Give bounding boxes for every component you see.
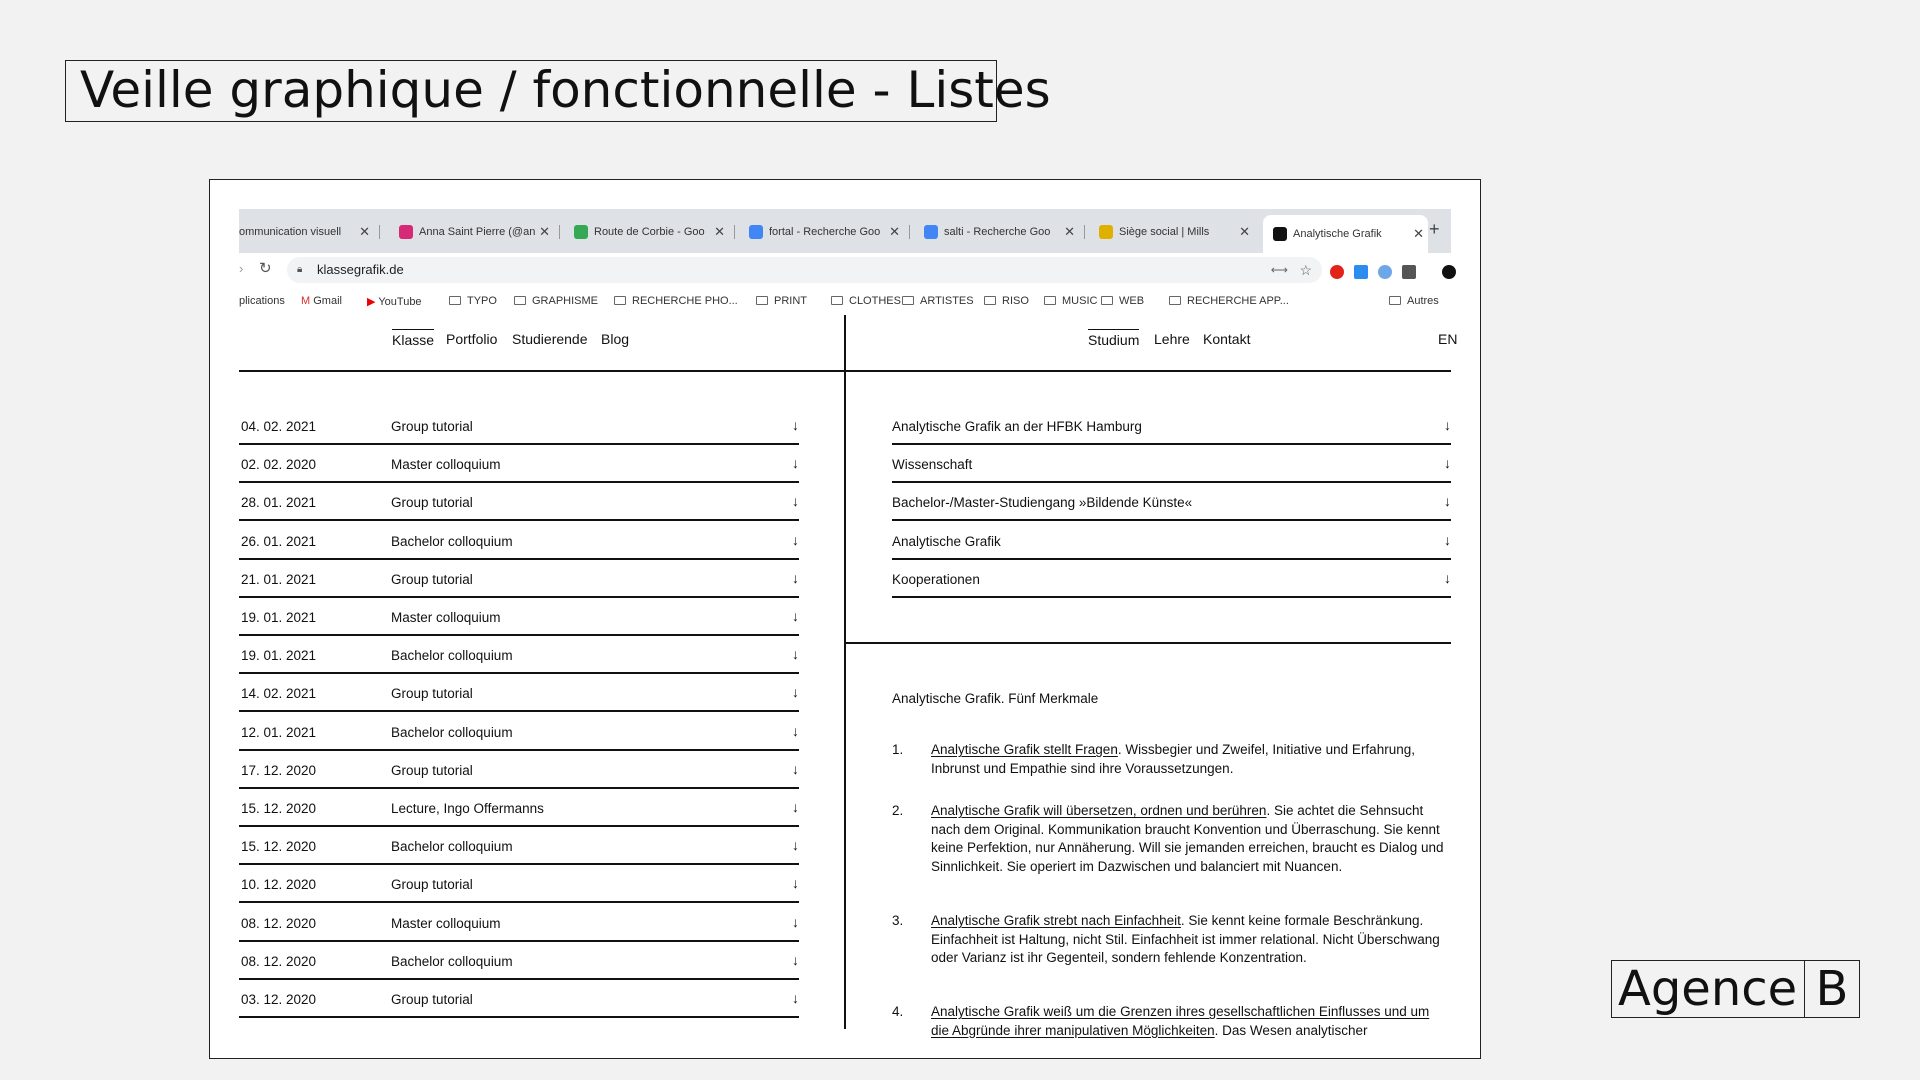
event-row[interactable] [239, 828, 799, 865]
event-date: 08. 12. 2020 [241, 953, 317, 969]
tab-label: fortal - Recherche Goo [769, 226, 881, 238]
list-number: 1. [892, 742, 904, 757]
tab-separator [379, 225, 380, 239]
event-title: Group tutorial [391, 877, 473, 893]
reload-icon[interactable]: ↻ [259, 260, 272, 277]
bookmark-label: RECHERCHE PHO... [632, 295, 738, 307]
header-rule [239, 370, 1451, 372]
event-row[interactable] [239, 981, 799, 1018]
tab-separator [1084, 225, 1085, 239]
article-heading: Analytische Grafik. Fünf Merkmale [892, 691, 1099, 706]
event-row[interactable] [239, 484, 799, 521]
down-arrow-icon: ↓ [792, 990, 799, 1006]
section-row[interactable] [892, 484, 1451, 521]
browser-tab[interactable] [914, 217, 1079, 247]
event-title: Bachelor colloquium [391, 724, 513, 740]
bookmark-item[interactable] [449, 295, 497, 307]
bookmark-label: TYPO [467, 295, 497, 307]
google-icon [924, 225, 938, 239]
language-switch[interactable]: EN [1438, 331, 1458, 347]
bookmark-label: Autres [1407, 295, 1439, 307]
event-date: 02. 02. 2020 [241, 457, 317, 473]
section-title: Analytische Grafik an der HFBK Hamburg [892, 419, 1142, 434]
event-date: 19. 01. 2021 [241, 648, 317, 664]
event-date: 14. 02. 2021 [241, 686, 317, 702]
down-arrow-icon: ↓ [1444, 455, 1451, 472]
paragraph-lead-link[interactable]: Analytische Grafik strebt nach Einfachheit [931, 913, 1181, 928]
event-title: Group tutorial [391, 571, 473, 587]
event-title: Master colloquium [391, 457, 501, 473]
tab-label: Route de Corbie - Goo [594, 226, 705, 238]
folder-icon [1101, 296, 1113, 305]
event-date: 04. 02. 2021 [241, 419, 317, 434]
bookmark-label: WEB [1119, 295, 1145, 307]
paragraph-text: . Sie achtet die Sehnsucht nach dem Original. Kommunikation braucht Konvention und Überraschung. Sie kennt keine Perfektion, nur Annäherung. Will sie jemanden erreichen, braucht es Dialog und Sinnlichkeit. Sie operiert im Dazwischen und balanciert mit Nuancen. [931, 803, 1444, 874]
folder-icon [514, 296, 526, 305]
event-date: 03. 12. 2020 [241, 992, 317, 1007]
close-tab-icon[interactable]: ✕ [1064, 224, 1075, 239]
event-row[interactable] [239, 752, 799, 789]
browser-tab[interactable] [564, 217, 729, 247]
event-row[interactable] [239, 866, 799, 903]
down-arrow-icon: ↓ [792, 608, 799, 624]
event-title: Bachelor colloquium [391, 953, 513, 969]
bookmark-label: Gmail [313, 295, 342, 307]
bookmark-label: MUSIC [1062, 295, 1098, 307]
close-tab-icon[interactable]: ✕ [889, 224, 900, 239]
folder-icon [1044, 296, 1056, 305]
event-row[interactable] [239, 905, 799, 942]
section-title: Wissenschaft [892, 457, 973, 473]
down-arrow-icon: ↓ [792, 951, 799, 968]
instagram-icon [399, 225, 413, 239]
close-tab-icon[interactable]: ✕ [359, 224, 370, 239]
section-title: Kooperationen [892, 571, 980, 587]
event-title: Master colloquium [391, 915, 501, 931]
folder-icon [614, 296, 626, 305]
site-nav-lehre[interactable]: Lehre [1154, 331, 1190, 347]
bookmark-item[interactable] [367, 295, 422, 308]
new-tab-button[interactable]: + [1429, 219, 1440, 239]
web-page [239, 315, 1458, 1038]
event-row[interactable] [239, 637, 799, 674]
bookmark-item[interactable] [984, 295, 1029, 307]
bookmark-item[interactable] [1101, 295, 1144, 307]
close-tab-icon[interactable]: ✕ [714, 224, 725, 239]
agency-logo [1611, 960, 1860, 1018]
event-title: Group tutorial [391, 992, 473, 1007]
tab-separator [559, 225, 560, 239]
event-row[interactable] [239, 599, 799, 636]
down-arrow-icon: ↓ [792, 837, 799, 854]
bookmark-item[interactable] [902, 295, 974, 307]
event-row[interactable] [239, 790, 799, 827]
down-arrow-icon: ↓ [792, 569, 799, 586]
event-row[interactable] [239, 561, 799, 598]
event-date: 08. 12. 2020 [241, 915, 317, 931]
folder-icon [984, 296, 996, 305]
k-logo-icon [1273, 227, 1287, 241]
folder-icon [831, 296, 843, 305]
site-nav-kontakt[interactable]: Kontakt [1203, 331, 1251, 347]
close-tab-icon[interactable]: ✕ [539, 224, 550, 239]
browser-window [239, 209, 1458, 1038]
event-title: Lecture, Ingo Offermanns [391, 801, 544, 816]
event-title: Master colloquium [391, 610, 501, 625]
event-date: 15. 12. 2020 [241, 801, 317, 816]
down-arrow-icon: ↓ [1444, 569, 1451, 586]
profile-avatar[interactable] [1442, 265, 1456, 279]
list-number: 2. [892, 803, 904, 818]
down-arrow-icon: ↓ [792, 646, 799, 663]
bookmark-label: RISO [1002, 295, 1029, 307]
section-row[interactable] [892, 561, 1451, 598]
puzzle-extensions-icon[interactable] [1402, 265, 1416, 279]
down-arrow-icon: ↓ [792, 722, 799, 739]
folder-icon [1389, 296, 1401, 305]
site-nav-studierende[interactable]: Studierende [512, 331, 588, 347]
browser-tab[interactable] [739, 217, 904, 247]
article-paragraph [931, 1003, 1446, 1040]
event-row[interactable] [239, 675, 799, 712]
bookmark-label: YouTube [378, 296, 422, 308]
event-date: 21. 01. 2021 [241, 571, 317, 587]
download-extension-icon[interactable] [1354, 265, 1368, 279]
browser-tab[interactable] [389, 217, 554, 247]
down-arrow-icon: ↓ [792, 913, 799, 930]
event-title: Group tutorial [391, 419, 473, 434]
paragraph-text: . Wissbegier und Zweifel, Initiative und Erfahrung, Inbrunst und Empathie sind ihre Voraussetzungen. [931, 742, 1415, 776]
tab-label: Analytische Grafik [1293, 228, 1382, 240]
list-number: 4. [892, 1004, 904, 1019]
site-nav-blog[interactable]: Blog [601, 331, 630, 347]
gmail-icon: M [301, 295, 314, 307]
down-arrow-icon: ↓ [792, 417, 799, 433]
section-row[interactable] [892, 408, 1451, 445]
bookmarks-bar [239, 287, 1451, 316]
close-tab-icon[interactable]: ✕ [1239, 224, 1250, 239]
article-paragraph [931, 802, 1446, 876]
lock-icon: 🔒︎ [297, 264, 303, 275]
tab-label: ommunication visuell [239, 226, 342, 238]
bookmark-label: ARTISTES [920, 295, 974, 307]
down-arrow-icon: ↓ [792, 760, 799, 777]
site-nav-portfolio[interactable]: Portfolio [446, 331, 498, 347]
article-paragraph [931, 912, 1446, 968]
paragraph-lead-link[interactable]: Analytische Grafik stellt Fragen [931, 742, 1118, 757]
list-number: 3. [892, 913, 904, 928]
event-row[interactable] [239, 523, 799, 560]
tab-separator [734, 225, 735, 239]
paragraph-text: . Sie kennt keine formale Beschränkung. Einfachheit ist Haltung, nicht Stil. Einfachheit ist immer relational. Nicht Überschwang oder Varianz ist ihr Gegenteil, sondern fehlende Konzentration. [931, 913, 1440, 965]
event-date: 28. 01. 2021 [241, 495, 317, 511]
down-arrow-icon: ↓ [792, 455, 799, 472]
pen-extension-icon[interactable] [1378, 265, 1392, 279]
down-arrow-icon: ↓ [792, 493, 799, 510]
down-arrow-icon: ↓ [1444, 493, 1451, 510]
browser-tab[interactable] [1263, 215, 1428, 253]
site-nav-studium[interactable]: Studium [1088, 329, 1139, 348]
event-title: Group tutorial [391, 686, 473, 702]
paragraph-lead-link[interactable]: Analytische Grafik will übersetzen, ordnen und berühren [931, 803, 1267, 818]
browser-toolbar [239, 253, 1451, 287]
event-title: Bachelor colloquium [391, 648, 513, 664]
tab-label: Anna Saint Pierre (@an [419, 226, 536, 238]
down-arrow-icon: ↓ [792, 799, 799, 815]
google-icon [749, 225, 763, 239]
down-arrow-icon: ↓ [792, 875, 799, 892]
logo-word: Agence [1612, 961, 1805, 1017]
bookmark-item[interactable] [831, 295, 901, 307]
event-date: 19. 01. 2021 [241, 610, 317, 625]
bookmark-item[interactable] [514, 295, 598, 307]
event-date: 12. 01. 2021 [241, 724, 317, 740]
bookmark-item[interactable] [301, 295, 342, 307]
paragraph-lead-link[interactable]: Analytische Grafik weiß um die Grenzen ihres gesellschaftlichen Einflusses und um die Abgründe ihrer manipulativen Möglichkeiten [931, 1004, 1430, 1038]
event-date: 15. 12. 2020 [241, 839, 317, 855]
close-tab-icon[interactable]: ✕ [1413, 226, 1424, 241]
event-date: 10. 12. 2020 [241, 877, 317, 893]
down-arrow-icon: ↓ [1444, 417, 1451, 433]
bookmark-item[interactable] [1389, 295, 1439, 307]
bookmark-label: RECHERCHE APP... [1187, 295, 1289, 307]
section-title: Analytische Grafik [892, 533, 1001, 549]
bookmark-label: CLOTHES [849, 295, 901, 307]
section-row[interactable] [892, 446, 1451, 483]
browser-tab[interactable] [1089, 217, 1254, 247]
tab-strip [239, 209, 1451, 253]
folder-icon [449, 296, 461, 305]
event-date: 17. 12. 2020 [241, 762, 317, 778]
event-title: Bachelor colloquium [391, 839, 513, 855]
event-title: Bachelor colloquium [391, 533, 513, 549]
url-text: klassegrafik.de [317, 262, 404, 277]
down-arrow-icon: ↓ [1444, 531, 1451, 548]
event-row[interactable] [239, 943, 799, 980]
event-title: Group tutorial [391, 762, 473, 778]
article-paragraph [931, 741, 1446, 778]
site-nav-klasse[interactable]: Klasse [392, 329, 434, 348]
youtube-icon: ▶ [367, 296, 379, 308]
translate-icon[interactable]: ⟷ [1270, 263, 1288, 277]
section-row[interactable] [892, 523, 1451, 560]
back-arrow-icon[interactable]: › [239, 261, 244, 276]
event-row[interactable] [239, 446, 799, 483]
paragraph-text: . Das Wesen analytischer [1214, 1022, 1368, 1038]
browser-tab[interactable] [239, 217, 374, 247]
bookmark-label: PRINT [774, 295, 807, 307]
event-title: Group tutorial [391, 495, 473, 511]
section-rule [846, 642, 1451, 644]
tab-label: Siège social | Mills [1119, 226, 1210, 238]
bookmark-item[interactable] [239, 295, 285, 307]
down-arrow-icon: ↓ [792, 531, 799, 548]
logo-letter: B [1815, 961, 1849, 1017]
tab-label: salti - Recherche Goo [944, 226, 1051, 238]
event-row[interactable] [239, 408, 799, 445]
event-date: 26. 01. 2021 [241, 533, 317, 549]
bookmark-label: plications [239, 295, 285, 307]
mills-icon [1099, 225, 1113, 239]
column-divider [844, 315, 846, 1029]
bookmark-item[interactable] [756, 295, 807, 307]
folder-icon [1169, 296, 1181, 305]
section-title: Bachelor-/Master-Studiengang »Bildende Künste« [892, 495, 1193, 511]
folder-icon [902, 296, 914, 305]
address-bar[interactable] [287, 257, 1322, 283]
bookmark-star-icon[interactable]: ☆ [1299, 262, 1312, 278]
bookmark-item[interactable] [614, 295, 738, 307]
maps-pin-icon [574, 225, 588, 239]
bookmark-label: GRAPHISME [532, 295, 599, 307]
bookmark-item[interactable] [1044, 295, 1097, 307]
bookmark-item[interactable] [1169, 295, 1289, 307]
folder-icon [756, 296, 768, 305]
event-row[interactable] [239, 714, 799, 751]
tab-separator [909, 225, 910, 239]
slide-title: Veille graphique / fonctionnelle - Listes [65, 60, 997, 122]
opera-extension-icon[interactable] [1330, 265, 1344, 279]
down-arrow-icon: ↓ [792, 684, 799, 701]
